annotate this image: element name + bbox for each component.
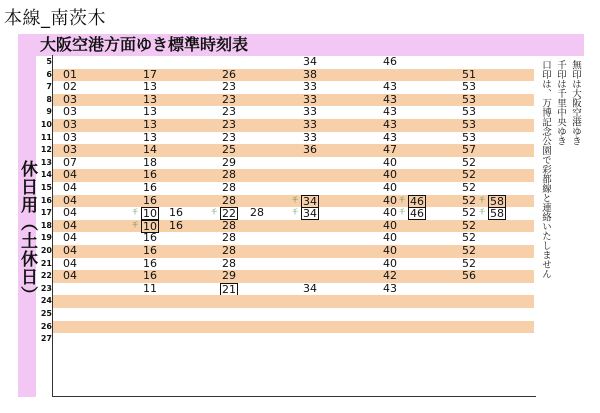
hour-row: [36, 245, 536, 258]
grid-bottom-border: [52, 396, 536, 397]
departure-minute: 33: [303, 80, 317, 94]
senri-chuo-mark: 千: [479, 209, 486, 217]
hour-row: [36, 321, 536, 334]
departure-minute: 52: [462, 256, 476, 270]
hour-row: [36, 56, 536, 69]
departure-minute: 40: [383, 155, 397, 169]
hour-label: 22: [40, 271, 52, 281]
departure-minute: 28: [222, 168, 236, 182]
hour-label: 14: [40, 170, 52, 180]
departure-minute: 29: [222, 269, 236, 283]
hour-label: 13: [40, 157, 52, 167]
senri-chuo-mark: 千: [399, 209, 406, 217]
departure-minute: 58: [490, 207, 504, 221]
hour-label: 8: [46, 94, 52, 104]
hour-label: 9: [46, 107, 52, 117]
hour-row: [36, 283, 536, 296]
row-shade-band: [53, 295, 534, 308]
departure-minute: 52: [462, 168, 476, 182]
hour-label: 12: [40, 145, 52, 155]
departure-minute: 04: [63, 218, 77, 232]
hour-row: [36, 308, 536, 321]
departure-minute: 46: [410, 207, 424, 221]
departure-minute: 28: [222, 218, 236, 232]
departure-minute: 47: [383, 143, 397, 157]
departure-minute: 23: [222, 80, 236, 94]
departure-minute: 16: [143, 181, 157, 194]
grid-left-border: [52, 55, 53, 397]
departure-minute: 16: [143, 269, 157, 283]
departure-minute: 53: [462, 92, 476, 106]
departure-minute: 10: [143, 207, 157, 221]
departure-minute: 04: [63, 231, 77, 245]
departure-minute: 28: [222, 231, 236, 245]
hour-label: 16: [40, 195, 52, 205]
departure-minute: 53: [462, 80, 476, 94]
departure-minute: 52: [462, 206, 476, 220]
departure-minute: 53: [462, 130, 476, 144]
hour-row: [36, 232, 536, 245]
row-shade-band: [53, 321, 534, 334]
hour-label: 25: [40, 309, 52, 318]
timetable-title: 大阪空港方面ゆき標準時刻表: [40, 35, 249, 54]
departure-minute: 28: [222, 193, 236, 207]
departure-minute: 52: [462, 244, 476, 257]
departure-minute: 34: [303, 207, 317, 221]
departure-minute: 25: [222, 143, 236, 157]
departure-minute: 34: [303, 281, 317, 295]
departure-minute: 43: [383, 80, 397, 94]
departure-minute: 21: [222, 282, 236, 296]
hour-label: 10: [40, 120, 52, 129]
hour-label: 5: [46, 57, 52, 66]
hour-row: [36, 94, 536, 107]
departure-minute: 40: [383, 206, 397, 220]
departure-minute: 43: [383, 118, 397, 131]
timetable-grid: [36, 55, 536, 397]
departure-minute: 04: [63, 244, 77, 257]
departure-minute: 16: [143, 244, 157, 257]
departure-minute: 16: [143, 231, 157, 245]
legend-note-text: 無印は大阪空港ゆき 千印は千里中央ゆき 口印は、万博記念公園で彩都線と連絡いたしません: [540, 60, 581, 279]
departure-minute: 42: [383, 269, 397, 283]
departure-minute: 43: [383, 130, 397, 144]
departure-minute: 23: [222, 92, 236, 106]
departure-minute: 34: [303, 194, 317, 208]
departure-minute: 17: [143, 67, 157, 81]
departure-minute: 13: [143, 92, 157, 106]
hour-label: 19: [40, 233, 52, 243]
hour-label: 23: [40, 283, 52, 293]
hour-label: 15: [40, 183, 52, 192]
departure-minute: 04: [63, 193, 77, 207]
senri-chuo-mark: 千: [211, 209, 218, 217]
departure-minute: 46: [410, 194, 424, 208]
departure-minute: 14: [143, 143, 157, 157]
hour-label: 18: [40, 220, 52, 230]
departure-minute: 43: [383, 92, 397, 106]
departure-minute: 33: [303, 105, 317, 119]
departure-minute: 10: [143, 219, 157, 233]
departure-minute: 16: [143, 193, 157, 207]
departure-minute: 33: [303, 92, 317, 106]
departure-minute: 34: [303, 55, 317, 68]
departure-minute: 40: [383, 244, 397, 257]
departure-minute: 58: [490, 194, 504, 208]
departure-minute: 28: [222, 244, 236, 257]
hour-row: [36, 81, 536, 94]
departure-minute: 13: [143, 118, 157, 131]
departure-minute: 33: [303, 118, 317, 131]
departure-minute: 40: [383, 256, 397, 270]
hour-label: 6: [46, 69, 52, 79]
departure-minute: 40: [383, 181, 397, 194]
hour-row: [36, 119, 536, 132]
hour-label: 27: [40, 334, 52, 344]
senri-chuo-mark: 千: [132, 221, 139, 229]
departure-minute: 23: [222, 130, 236, 144]
departure-minute: 29: [222, 155, 236, 169]
departure-minute: 33: [303, 130, 317, 144]
departure-minute: 38: [303, 67, 317, 81]
station-line-name: 本線_南茨木: [4, 8, 106, 29]
departure-minute: 16: [143, 256, 157, 270]
departure-minute: 04: [63, 181, 77, 194]
senri-chuo-mark: 千: [479, 196, 486, 204]
hour-row: [36, 220, 536, 233]
departure-minute: 13: [143, 105, 157, 119]
departure-minute: 28: [250, 206, 264, 220]
departure-minute: 51: [462, 67, 476, 81]
departure-minute: 16: [143, 168, 157, 182]
departure-minute: 04: [63, 168, 77, 182]
departure-minute: 53: [462, 118, 476, 131]
departure-minute: 26: [222, 67, 236, 81]
senri-chuo-mark: 千: [292, 209, 299, 217]
hour-row: [36, 157, 536, 170]
senri-chuo-mark: 千: [399, 196, 406, 204]
departure-minute: 07: [63, 155, 77, 169]
departure-minute: 16: [169, 218, 183, 232]
hour-row: [36, 144, 536, 157]
departure-minute: 56: [462, 269, 476, 283]
departure-minute: 52: [462, 231, 476, 245]
departure-minute: 13: [143, 80, 157, 94]
legend-note: [539, 56, 585, 397]
hour-label: 7: [46, 82, 52, 92]
departure-minute: 22: [222, 207, 236, 221]
hour-row: [36, 295, 536, 308]
departure-minute: 16: [169, 206, 183, 220]
hour-row: [36, 69, 536, 82]
hour-row: [36, 270, 536, 283]
hour-row: [36, 182, 536, 195]
departure-minute: 01: [63, 67, 77, 81]
departure-minute: 53: [462, 105, 476, 119]
departure-minute: 04: [63, 269, 77, 283]
hour-row: [36, 132, 536, 145]
hour-label: 11: [40, 132, 52, 142]
senri-chuo-mark: 千: [292, 196, 299, 204]
departure-minute: 28: [222, 181, 236, 194]
hour-row: [36, 333, 536, 346]
departure-minute: 40: [383, 168, 397, 182]
hour-label: 21: [40, 258, 52, 268]
departure-minute: 03: [63, 143, 77, 157]
departure-minute: 52: [462, 155, 476, 169]
hour-row: [36, 258, 536, 271]
hour-row: [36, 106, 536, 119]
senri-chuo-mark: 千: [132, 209, 139, 217]
departure-minute: 57: [462, 143, 476, 157]
departure-minute: 43: [383, 281, 397, 295]
hour-label: 24: [40, 296, 52, 306]
departure-minute: 11: [143, 281, 157, 295]
departure-minute: 03: [63, 130, 77, 144]
hour-label: 17: [40, 208, 52, 218]
departure-minute: 04: [63, 256, 77, 270]
departure-minute: 52: [462, 193, 476, 207]
departure-minute: 13: [143, 130, 157, 144]
departure-minute: 52: [462, 218, 476, 232]
departure-minute: 23: [222, 118, 236, 131]
departure-minute: 04: [63, 206, 77, 220]
departure-minute: 46: [383, 55, 397, 68]
departure-minute: 03: [63, 118, 77, 131]
departure-minute: 40: [383, 231, 397, 245]
departure-minute: 52: [462, 181, 476, 194]
departure-minute: 43: [383, 105, 397, 119]
hour-row: [36, 195, 536, 208]
departure-minute: 23: [222, 105, 236, 119]
departure-minute: 02: [63, 80, 77, 94]
departure-minute: 18: [143, 155, 157, 169]
departure-minute: 40: [383, 193, 397, 207]
hour-label: 26: [40, 321, 52, 331]
title-band: [18, 34, 584, 56]
departure-minute: 28: [222, 256, 236, 270]
hour-label: 20: [40, 246, 52, 255]
departure-minute: 03: [63, 105, 77, 119]
hour-row: [36, 169, 536, 182]
hour-row: [36, 207, 536, 220]
departure-minute: 40: [383, 218, 397, 232]
day-type-label: 休日用（土休日）: [17, 160, 37, 304]
departure-minute: 03: [63, 92, 77, 106]
departure-minute: 36: [303, 143, 317, 157]
